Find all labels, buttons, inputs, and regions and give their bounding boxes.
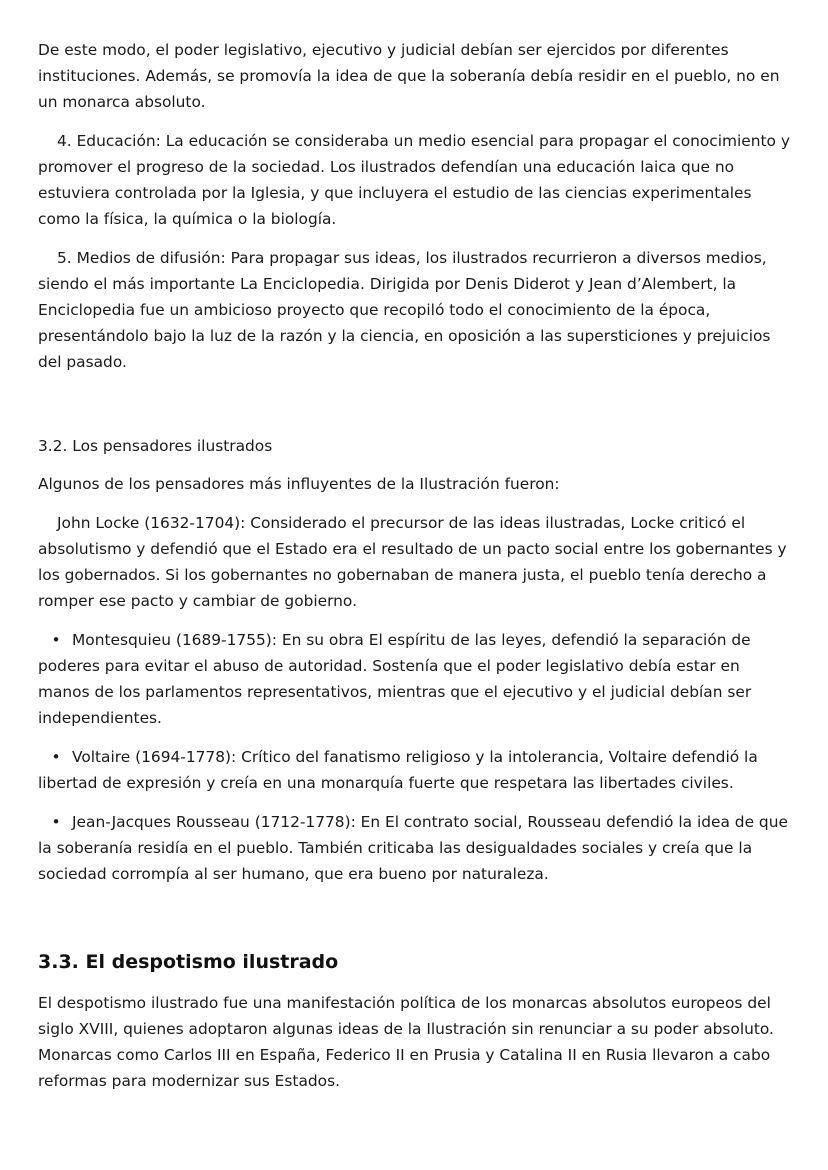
bullet-icon: • [51, 813, 61, 831]
bullet-icon: • [51, 748, 61, 766]
section-32-title: 3.2. Los pensadores ilustrados [38, 437, 273, 455]
document-page [38, 37, 790, 1094]
thinker-montesquieu [38, 627, 790, 731]
media-text: 5. Medios de difusión: Para propagar sus ideas, los ilustrados recurrieron a diversos medios, siendo el más importante La Enciclopedia. Dirigida por Denis Diderot y Jean d’Alembert, la Enciclopedia fue un ambicioso proyecto que recopiló todo el conocimiento de la época, presentándolo bajo la luz de la razón y la ciencia, en oposición a las supersticiones y prejuicios del pasado. [38, 249, 771, 371]
section-gap [38, 900, 790, 948]
section-33-body: El despotismo ilustrado fue una manifestación política de los monarcas absolutos europeos del siglo XVIII, quienes adoptaron algunas ideas de la Ilustración sin renunciar a su poder absoluto. Monarcas como Carlos III en España, Federico II en Prusia y Catalina II en Rusia llevaron a cabo reformas para modernizar sus Estados. [38, 994, 774, 1090]
rousseau-text: Jean-Jacques Rousseau (1712-1778): En El contrato social, Rousseau defendió la idea de que la soberanía residía en el pueblo. También criticaba las desigualdades sociales y creía que la sociedad corrompía al ser humano, que era bueno por naturaleza. [38, 813, 788, 883]
thinker-rousseau [38, 809, 790, 887]
section-33-heading: 3.3. El despotismo ilustrado [38, 951, 339, 973]
thinker-locke [38, 510, 790, 614]
paragraph-education [38, 128, 790, 232]
section-32-intro: Algunos de los pensadores más influyentes de la Ilustración fueron: [38, 475, 560, 493]
paragraph-separation-of-powers: De este modo, el poder legislativo, ejecutivo y judicial debían ser ejercidos por diferentes instituciones. Además, se promovía la idea de que la soberanía debía residir en el pueblo, no en un monarca absoluto. [38, 41, 780, 111]
montesquieu-text: Montesquieu (1689-1755): En su obra El espíritu de las leyes, defendió la separación de poderes para evitar el abuso de autoridad. Sostenía que el poder legislativo debía estar en manos de los parlamentos representativos, mientras que el ejecutivo y el judicial debían ser independientes. [38, 631, 752, 727]
locke-text: John Locke (1632-1704): Considerado el precursor de las ideas ilustradas, Locke criticó el absolutismo y defendió que el Estado era el resultado de un pacto social entre los gobernantes y los gobernados. Si los gobernantes no gobernaban de manera justa, el pueblo tenía derecho a romper ese pacto y cambiar de gobierno. [38, 514, 787, 610]
section-gap [38, 388, 790, 433]
bullet-icon: • [51, 631, 61, 649]
thinker-voltaire [38, 744, 790, 796]
education-text: 4. Educación: La educación se consideraba un medio esencial para propagar el conocimiento y promover el progreso de la sociedad. Los ilustrados defendían una educación laica que no estuviera controlada por la Iglesia, y que incluyera el estudio de las ciencias experimentales como la física, la química o la biología. [38, 132, 790, 228]
paragraph-media [38, 245, 790, 375]
voltaire-text: Voltaire (1694-1778): Crítico del fanatismo religioso y la intolerancia, Voltaire defendió la libertad de expresión y creía en una monarquía fuerte que respetara las libertades civiles. [38, 748, 758, 792]
